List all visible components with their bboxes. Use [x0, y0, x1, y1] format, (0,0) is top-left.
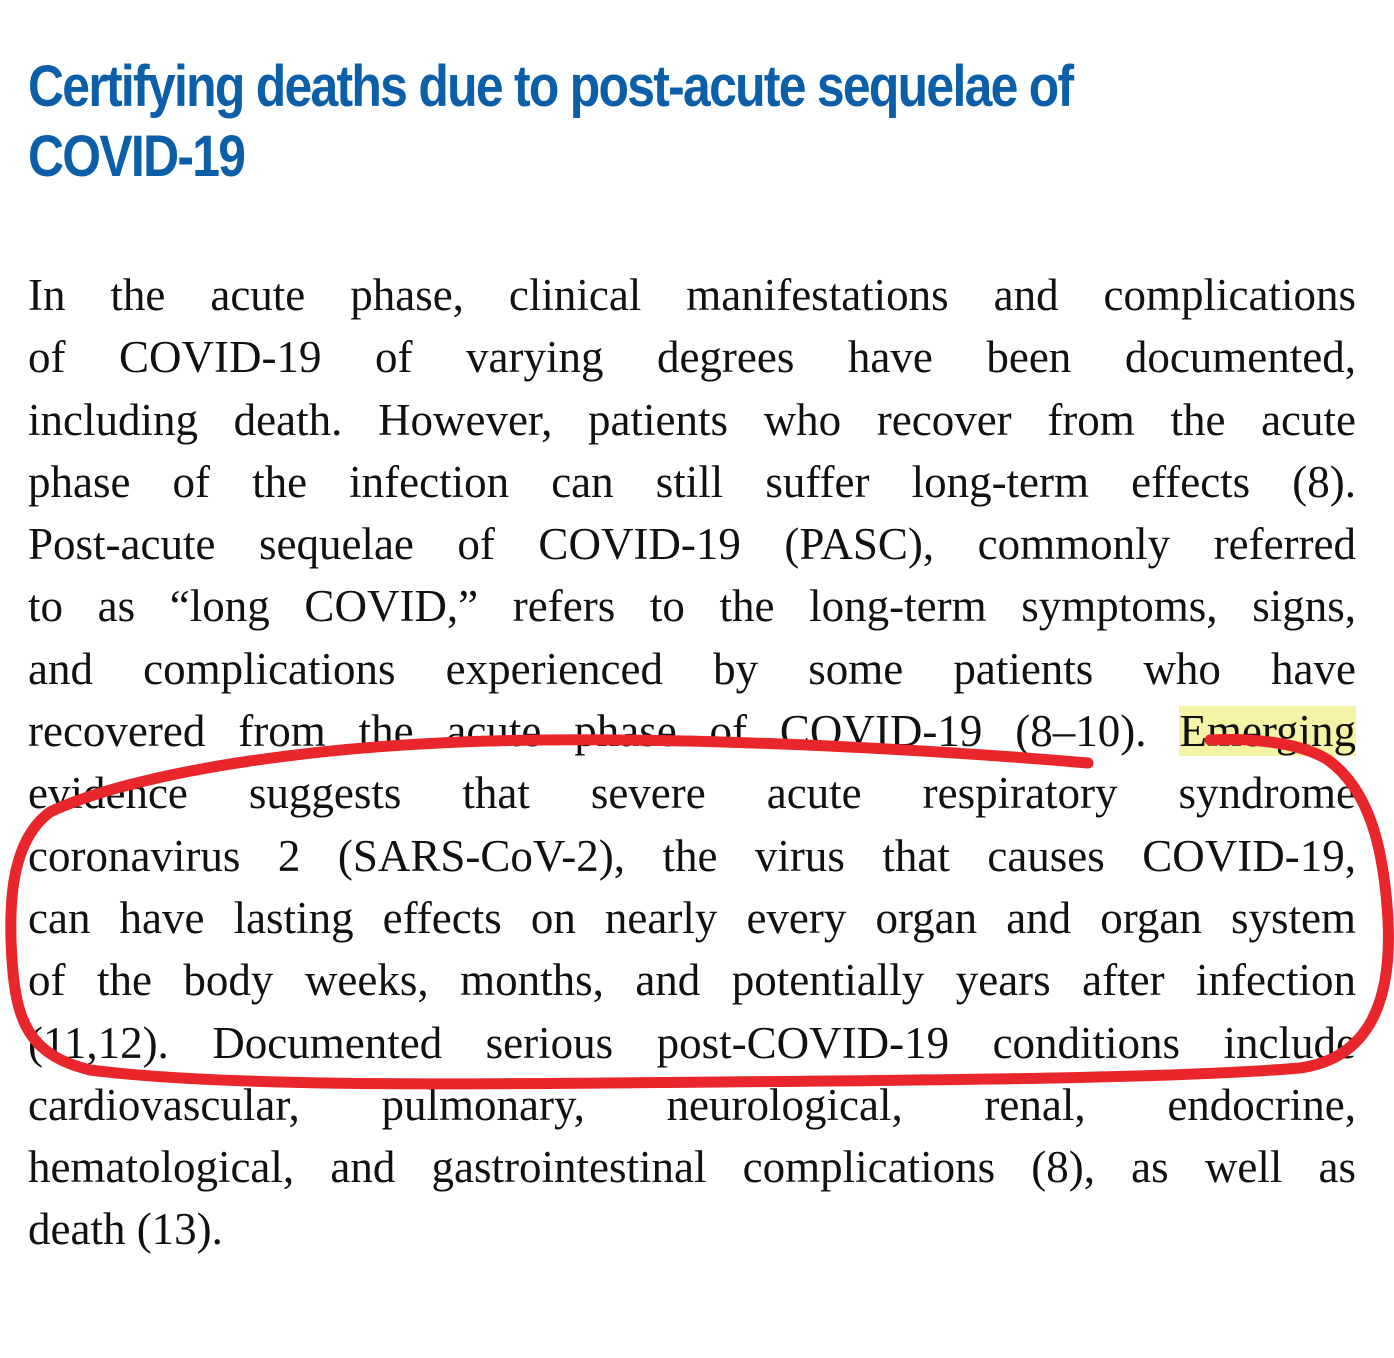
paragraph-line-with-highlight [28, 700, 1356, 762]
paragraph-line-text: recovered from the acute phase of COVID-19 (8–10). [28, 706, 1147, 757]
paragraph-line: to as “long COVID,” refers to the long-term symptoms, signs, [28, 581, 1356, 632]
paragraph-line: including death. However, patients who recover from the acute [28, 394, 1356, 445]
body-paragraph [28, 264, 1356, 1261]
paragraph-line: In the acute phase, clinical manifestations and complications [28, 270, 1356, 320]
paragraph-line: of the body weeks, months, and potentially years after infection [28, 955, 1356, 1006]
paragraph-line: hematological, and gastrointestinal complications (8), as well as [28, 1142, 1356, 1193]
paragraph-line: can have lasting effects on nearly every organ and organ system [28, 892, 1356, 943]
paragraph-line: coronavirus 2 (SARS-CoV-2), the virus that causes COVID-19, [28, 830, 1356, 881]
heading-line-2: COVID-19 [28, 124, 245, 189]
paragraph-line: cardiovascular, pulmonary, neurological, renal, endocrine, [28, 1079, 1356, 1130]
article-heading [28, 52, 1146, 192]
paragraph-line: death (13). [28, 1204, 223, 1255]
highlighted-word: Emerging [1179, 706, 1356, 757]
paragraph-line: (11,12). Documented serious post-COVID-19 conditions include [28, 1017, 1356, 1068]
paragraph-line: and complications experienced by some patients who have [28, 643, 1356, 694]
paragraph-line: phase of the infection can still suffer long-term effects (8). [28, 456, 1356, 507]
paragraph-line: evidence suggests that severe acute respiratory syndrome [28, 768, 1356, 819]
paragraph-line: Post-acute sequelae of COVID-19 (PASC), commonly referred [28, 519, 1356, 570]
heading-line-1: Certifying deaths due to post-acute sequelae of [28, 54, 1073, 119]
paragraph-line: of COVID-19 of varying degrees have been documented, [28, 332, 1356, 383]
